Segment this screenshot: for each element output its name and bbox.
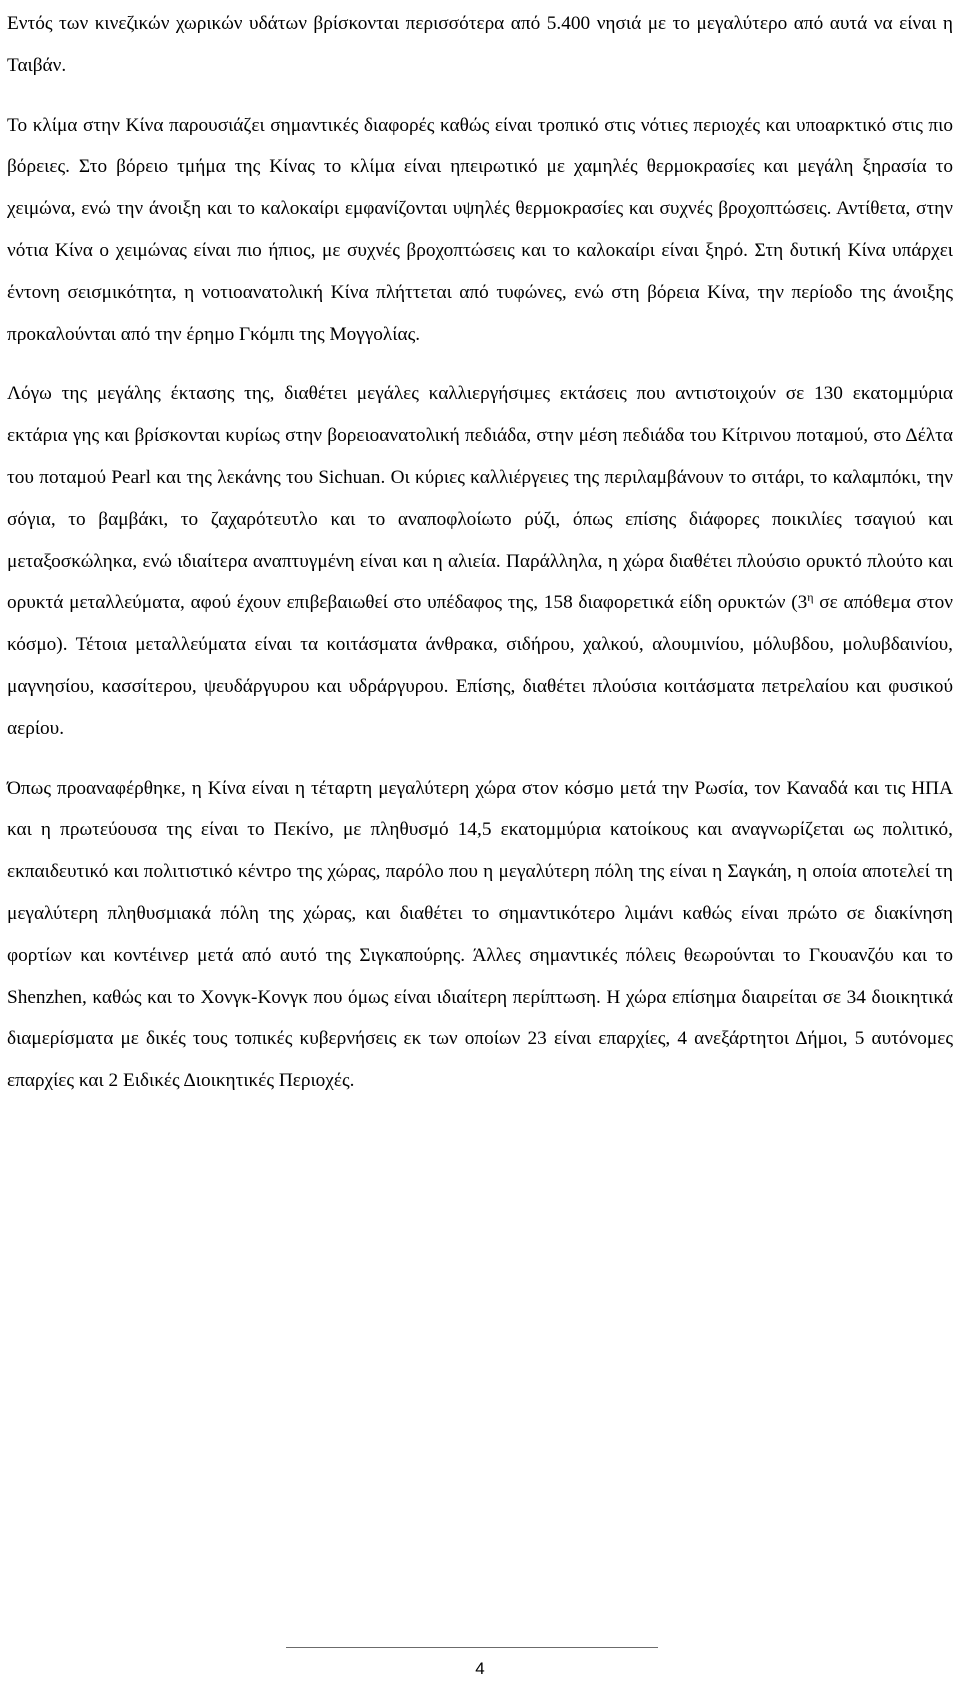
paragraph-agriculture-minerals xyxy=(7,373,953,749)
page-number: 4 xyxy=(475,1659,485,1678)
paragraph-climate: Το κλίμα στην Κίνα παρουσιάζει σημαντικές διαφορές καθώς είναι τροπικό στις νότιες περιοχές και υποαρκτικό στις πιο βόρειες. Στο βόρειο τμήμα της Κίνας το κλίμα είναι ηπειρωτικό με χαμηλές θερμοκρασίες και μεγάλη ξηρασία το χειμώνα, ενώ την άνοιξη και το καλοκαίρι εμφανίζονται υψηλές θερμοκρασίες και συχνές βροχοπτώσεις. Αντίθετα, στην νότια Κίνα ο χειμώνας είναι πιο ήπιος, με συχνές βροχοπτώσεις και το καλοκαίρι είναι ξηρό. Στη δυτική Κίνα υπάρχει έντονη σεισμικότητα, η νοτιοανατολική Κίνα πλήττεται από τυφώνες, ενώ στη βόρεια Κίνα, την περίοδο της άνοιξης προκαλούνται από την έρημο Γκόμπι της Μογγολίας. xyxy=(7,114,953,345)
document-page xyxy=(7,0,953,1102)
agriculture-text-part-2: σε απόθεμα στον κόσμο). Τέτοια μεταλλεύματα είναι τα κοιτάσματα άνθρακα, σιδήρου, χαλκού, αλουμινίου, μόλυβδου, μολυβδαινίου, μαγνησίου, κασσίτερου, ψευδάργυρου και υδράργυρου. Επίσης, διαθέτει πλούσια κοιτάσματα πετρελαίου και φυσικού αερίου. xyxy=(7,592,953,739)
paragraph-islands: Εντός των κινεζικών χωρικών υδάτων βρίσκονται περισσότερα από 5.400 νησιά με το μεγαλύτερο από αυτά να είναι η Ταιβάν. xyxy=(7,13,953,76)
agriculture-text-part-1: Λόγω της μεγάλης έκτασης της, διαθέτει μεγάλες καλλιεργήσιμες εκτάσεις που αντιστοιχούν σε 130 εκατομμύρια εκτάρια γης και βρίσκονται κυρίως στην βορειοανατολική πεδιάδα, στην μέση πεδιάδα του Κίτρινου ποταμού, στο Δέλτα του ποταμού Pearl και της λεκάνης του Sichuan. Οι κύριες καλλιέργειες της περιλαμβάνουν το σιτάρι, το καλαμπόκι, την σόγια, το βαμβάκι, το ζαχαρότευτλο και το αναποφλοίωτο ρύζι, όπως επίσης διάφορες ποικιλίες τσαγιού και μεταξοσκώληκα, ενώ ιδιαίτερα αναπτυγμένη είναι και η αλιεία. Παράλληλα, η χώρα διαθέτει πλούσιο ορυκτό πλούτο και ορυκτά μεταλλεύματα, αφού έχουν επιβεβαιωθεί στο υπέδαφος της, 158 διαφορετικά είδη ορυκτών (3 xyxy=(7,383,953,614)
footer-divider xyxy=(286,1647,658,1648)
paragraph-cities-administration: Όπως προαναφέρθηκε, η Κίνα είναι η τέταρτη μεγαλύτερη χώρα στον κόσμο μετά την Ρωσία, τον Καναδά και τις ΗΠΑ και η πρωτεύουσα της είναι το Πεκίνο, με πληθυσμό 14,5 εκατομμύρια κατοίκους και αναγνωρίζεται ως πολιτικό, εκπαιδευτικό και πολιτιστικό κέντρο της χώρας, παρόλο που η μεγαλύτερη πόλη της είναι η Σαγκάη, η οποία αποτελεί τη μεγαλύτερη πληθυσμιακά πόλη της χώρας, και διαθέτει το σημαντικότερο λιμάνι καθώς είναι πρώτο σε διακίνηση φορτίων και κοντέινερ μετά από αυτό της Σιγκαπούρης. Άλλες σημαντικές πόλεις θεωρούνται το Γκουανζόυ και το Shenzhen, καθώς και το Χονγκ-Κονγκ που όμως είναι ιδιαίτερη περίπτωση. Η χώρα επίσημα διαιρείται σε 34 διοικητικά διαμερίσματα με δικές τους τοπικές κυβερνήσεις εκ των οποίων 23 είναι επαρχίες, 4 ανεξάρτητοι Δήμοι, 5 αυτόνομες επαρχίες και 2 Ειδικές Διοικητικές Περιοχές. xyxy=(7,777,953,1092)
ordinal-superscript: η xyxy=(807,590,814,605)
